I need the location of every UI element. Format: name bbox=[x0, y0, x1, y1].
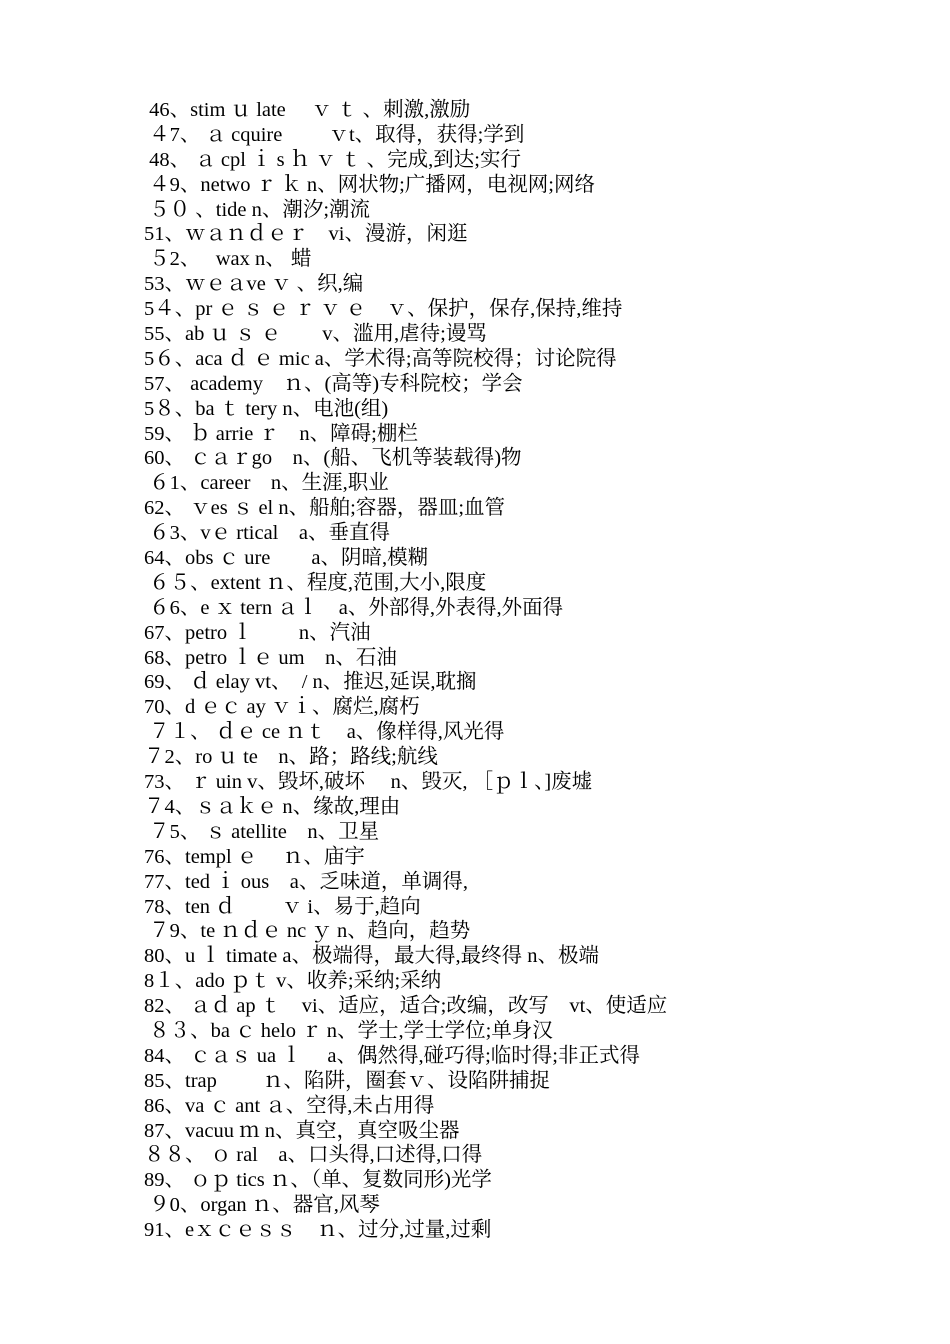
vocab-entry-56: 5６、aca ｄ ｅ mic a、学术得;高等院校得；讨论院得 bbox=[144, 347, 617, 370]
vocab-entry-90: ９0、organ ｎ、器官,风琴 bbox=[144, 1194, 380, 1217]
vocab-entry-71: ７１、 ｄｅ ce ｎｔ a、像样得,风光得 bbox=[144, 721, 505, 744]
vocab-entry-68: 68、petro ｌｅ um n、石油 bbox=[144, 646, 397, 669]
vocabulary-list bbox=[144, 98, 924, 1243]
vocab-entry-84: 84、 ｃａｓ ua ｌ a、偶然得,碰巧得;临时得;非正式得 bbox=[144, 1044, 640, 1067]
vocab-entry-80: 80、u ｌ timate a、极端得，最大得,最终得 n、极端 bbox=[144, 945, 599, 968]
vocab-entry-72: ７2、ro ｕ te n、路；路线;航线 bbox=[144, 746, 438, 769]
vocab-entry-74: ７4、ｓａｋｅ n、缘故,理由 bbox=[144, 795, 401, 818]
vocab-entry-81: 8１、ado ｐｔ v、收养;采纳;采纳 bbox=[144, 970, 442, 993]
vocab-entry-51: 51、ｗａｎｄｅｒ vi、漫游，闲逛 bbox=[144, 223, 468, 246]
vocab-entry-49: ４9、netwo ｒ ｋ n、网状物;广播网，电视网;网络 bbox=[144, 173, 595, 196]
vocab-entry-89: 89、 ｏｐ tics ｎ、（单、复数同形)光学 bbox=[144, 1169, 492, 1192]
vocab-entry-65: ６５、extent ｎ、程度,范围,大小,限度 bbox=[144, 571, 487, 594]
vocab-entry-75: ７5、 ｓ atellite n、卫星 bbox=[144, 820, 380, 843]
vocab-entry-70: 70、d ｅｃ ay ｖｉ、腐烂,腐朽 bbox=[144, 696, 420, 719]
vocab-entry-55: 55、ab ｕ ｓ ｅ v、滥用,虐待;谩骂 bbox=[144, 323, 487, 346]
vocab-entry-47: ４7、 ａ cquire ｖt、取得，获得;学到 bbox=[144, 123, 525, 146]
vocab-entry-76: 76、templ ｅ ｎ、庙宇 bbox=[144, 845, 365, 868]
vocab-entry-59: 59、 ｂ arrie ｒ n、障碍;棚栏 bbox=[144, 422, 418, 445]
vocab-entry-86: 86、va ｃ ant ａ、空得,未占用得 bbox=[144, 1094, 435, 1117]
vocab-entry-52: ５2、 wax n、 蜡 bbox=[144, 248, 312, 271]
vocab-entry-77: 77、ted ｉ ous a、乏味道，单调得, bbox=[144, 870, 468, 893]
vocab-entry-87: 87、vacuu ｍ n、真空，真空吸尘器 bbox=[144, 1119, 460, 1142]
vocab-entry-63: ６3、vｅ rtical a、垂直得 bbox=[144, 522, 390, 545]
vocab-entry-66: ６6、e ｘ tern ａｌ a、外部得,外表得,外面得 bbox=[144, 596, 564, 619]
vocab-entry-67: 67、petro ｌ n、汽油 bbox=[144, 621, 371, 644]
vocab-entry-83: ８３、ba ｃ helo ｒ n、学士,学士学位;单身汉 bbox=[144, 1019, 553, 1042]
vocab-entry-61: ６1、career n、生涯,职业 bbox=[144, 472, 389, 495]
vocab-entry-50: ５０ 、tide n、潮汐;潮流 bbox=[144, 198, 371, 221]
vocab-entry-64: 64、obs ｃ ure a、阴暗,模糊 bbox=[144, 547, 429, 570]
vocab-entry-88: ８８、 ｏ ral a、口头得,口述得,口得 bbox=[144, 1144, 483, 1167]
vocab-entry-58: 5８、ba ｔ tery n、电池(组) bbox=[144, 397, 389, 420]
vocab-entry-79: ７9、te ｎｄｅ nc ｙ n、趋向，趋势 bbox=[144, 920, 471, 943]
vocab-entry-78: 78、ten ｄ ｖ i、易于,趋向 bbox=[144, 895, 421, 918]
vocab-entry-57: 57、 academy ｎ、(高等)专科院校；学会 bbox=[144, 372, 523, 395]
vocab-entry-54: 5４、pr ｅ ｓ ｅ ｒ ｖ ｅ ｖ、保护，保存,保持,维持 bbox=[144, 298, 623, 321]
vocab-entry-91: 91、eｘｃｅｓｓ ｎ、过分,过量,过剩 bbox=[144, 1219, 492, 1242]
vocab-entry-60: 60、 ｃａｒgo n、(船、飞机等装载得)物 bbox=[144, 447, 522, 470]
vocab-entry-62: 62、 ｖes ｓ el n、船舶;容器，器皿;血管 bbox=[144, 497, 506, 520]
vocab-entry-85: 85、trap ｎ、陷阱，圈套ｖ、设陷阱捕捉 bbox=[144, 1069, 550, 1092]
vocab-entry-73: 73、 ｒ uin v、毁坏,破坏 n、毁灭, ［ｐｌ、]废墟 bbox=[144, 771, 593, 794]
vocab-entry-48: 48、 ａ cpl ｉ s ｈ ｖ ｔ 、完成,到达;实行 bbox=[144, 148, 521, 171]
vocab-entry-46: 46、stim ｕ late ｖ ｔ 、刺激,激励 bbox=[144, 99, 471, 121]
vocab-entry-82: 82、 ａｄ ap ｔ vi、适应，适合;改编，改写 vt、使适应 bbox=[144, 995, 668, 1018]
vocab-entry-53: 53、ｗｅａve ｖ 、织,编 bbox=[144, 273, 364, 296]
vocab-entry-69: 69、 ｄ elay vt、 / n、推迟,延误,耽搁 bbox=[144, 671, 477, 694]
